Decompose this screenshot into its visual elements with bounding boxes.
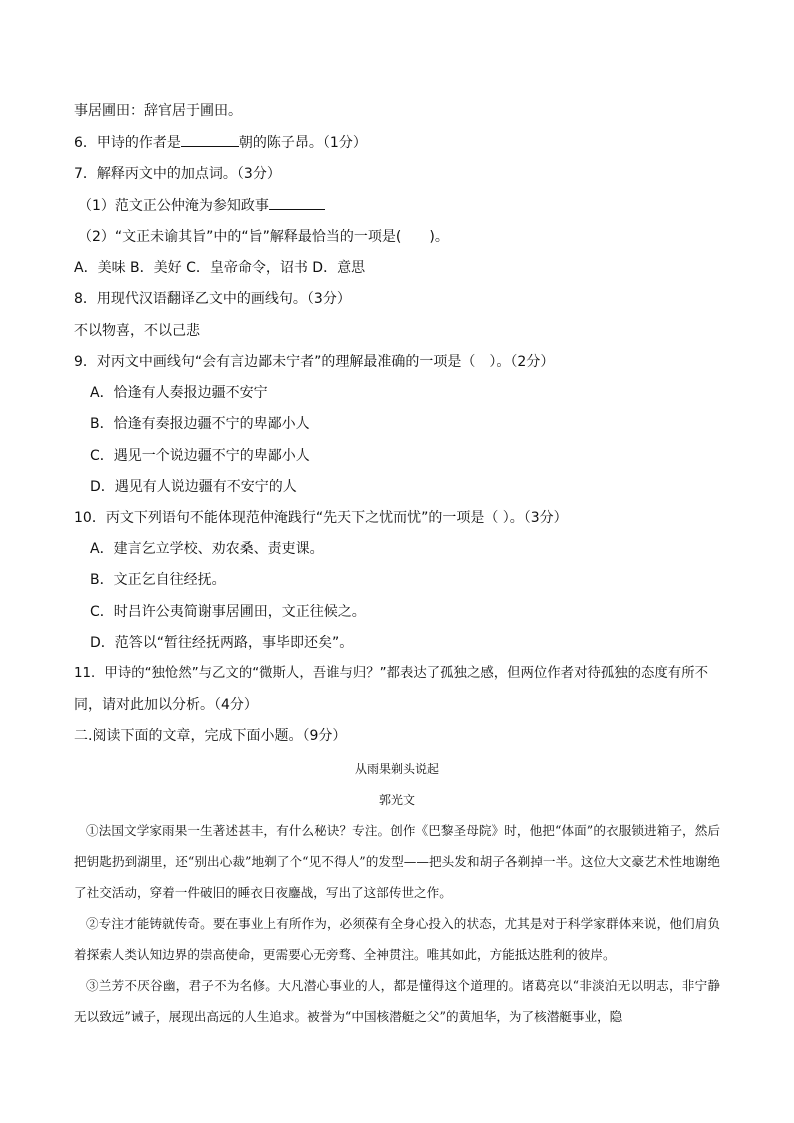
annotation-line: 事居圃田：辞官居于圃田。: [74, 103, 242, 119]
answer-blank[interactable]: [181, 132, 239, 147]
question-9-option-c: C．遇见一个说边疆不宁的卑鄙小人: [90, 448, 310, 464]
question-10-option-d: D．范答以“暂往经抚两路，事毕即还矣”。: [90, 635, 354, 651]
question-6-text-end: 朝的陈子昂。（1分）: [238, 135, 367, 151]
question-9-option-b: B．恰逢有奏报边疆不宁的卑鄙小人: [90, 416, 310, 432]
question-6: [74, 132, 367, 153]
question-11-line-2: 同，请对此加以分析。（4分）: [74, 697, 258, 713]
article-paragraph-2: ②专注才能铸就传奇。要在事业上有所作为，必须葆有全身心投入的状态，尤其是对于科学家群体来说，他们肩负着探索人类认知边界的崇高使命，更需要心无旁骛、全神贯注。唯其如此，方能抵达胜利的彼岸。: [74, 916, 720, 962]
question-6-text: 6．甲诗的作者是: [74, 135, 181, 151]
question-7-part-1: [78, 195, 325, 216]
question-7-part-1-text: （1）范文正公仲淹为参知政事: [78, 198, 269, 214]
answer-blank[interactable]: [269, 195, 325, 210]
article-paragraph-3: ③兰芳不厌谷幽，君子不为名修。大凡潜心事业的人，都是懂得这个道理的。诸葛亮以“非淡泊无以明志，非宁静无以致远”诫子，展现出高远的人生追求。被誉为“中国核潜艇之父”的黄旭华，为了核潜艇事业，隐: [74, 978, 720, 1024]
article-paragraph-1: ①法国文学家雨果一生著述甚丰，有什么秘诀？专注。创作《巴黎圣母院》时，他把“体面”的衣服锁进箱子，然后把钥匙扔到湖里，还“别出心裁”地剃了个“见不得人”的发型——把头发和胡子各剃掉一半。这位大文豪艺术性地谢绝了社交活动，穿着一件破旧的睡衣日夜鏖战，写出了这部传世之作。: [74, 823, 720, 900]
question-7-options: A．美味 B．美好 C．皇帝命令，诏书 D．意思: [74, 260, 366, 276]
question-10-option-b: B．文正乞自往经抚。: [90, 572, 226, 588]
question-8-sentence: 不以物喜，不以己悲: [74, 323, 200, 339]
question-7-part-2: （2）“文正未谕其旨”中的“旨”解释最恰当的一项是( )。: [78, 229, 449, 245]
question-7: 7．解释丙文中的加点词。（3分）: [74, 166, 281, 182]
question-10-option-c: C．时吕许公夷简谢事居圃田，文正往候之。: [90, 604, 366, 620]
question-9-option-d: D．遇见有人说边疆有不安宁的人: [90, 479, 297, 495]
section-2-heading: 二.阅读下面的文章，完成下面小题。（9分）: [74, 728, 347, 744]
question-9-option-a: A．恰逢有人奏报边疆不安宁: [90, 385, 268, 401]
question-11-line-1: 11．甲诗的“独怆然”与乙文的“微斯人，吾谁与归？”都表达了孤独之感，但两位作者对待孤独的态度有所不: [74, 666, 708, 681]
question-8: 8．用现代汉语翻译乙文中的画线句。（3分）: [74, 291, 351, 307]
question-10: 10．丙文下列语句不能体现范仲淹践行“先天下之忧而忧”的一项是（ ）。（3分）: [74, 510, 568, 526]
article-author: 郭光文: [378, 793, 415, 807]
question-9: 9．对丙文中画线句“会有言边鄙未宁者”的理解最准确的一项是（ ）。（2分）: [74, 354, 555, 370]
question-10-option-a: A．建言乞立学校、劝农桑、责吏课。: [90, 541, 324, 557]
article-title: 从雨果剃头说起: [354, 762, 439, 776]
